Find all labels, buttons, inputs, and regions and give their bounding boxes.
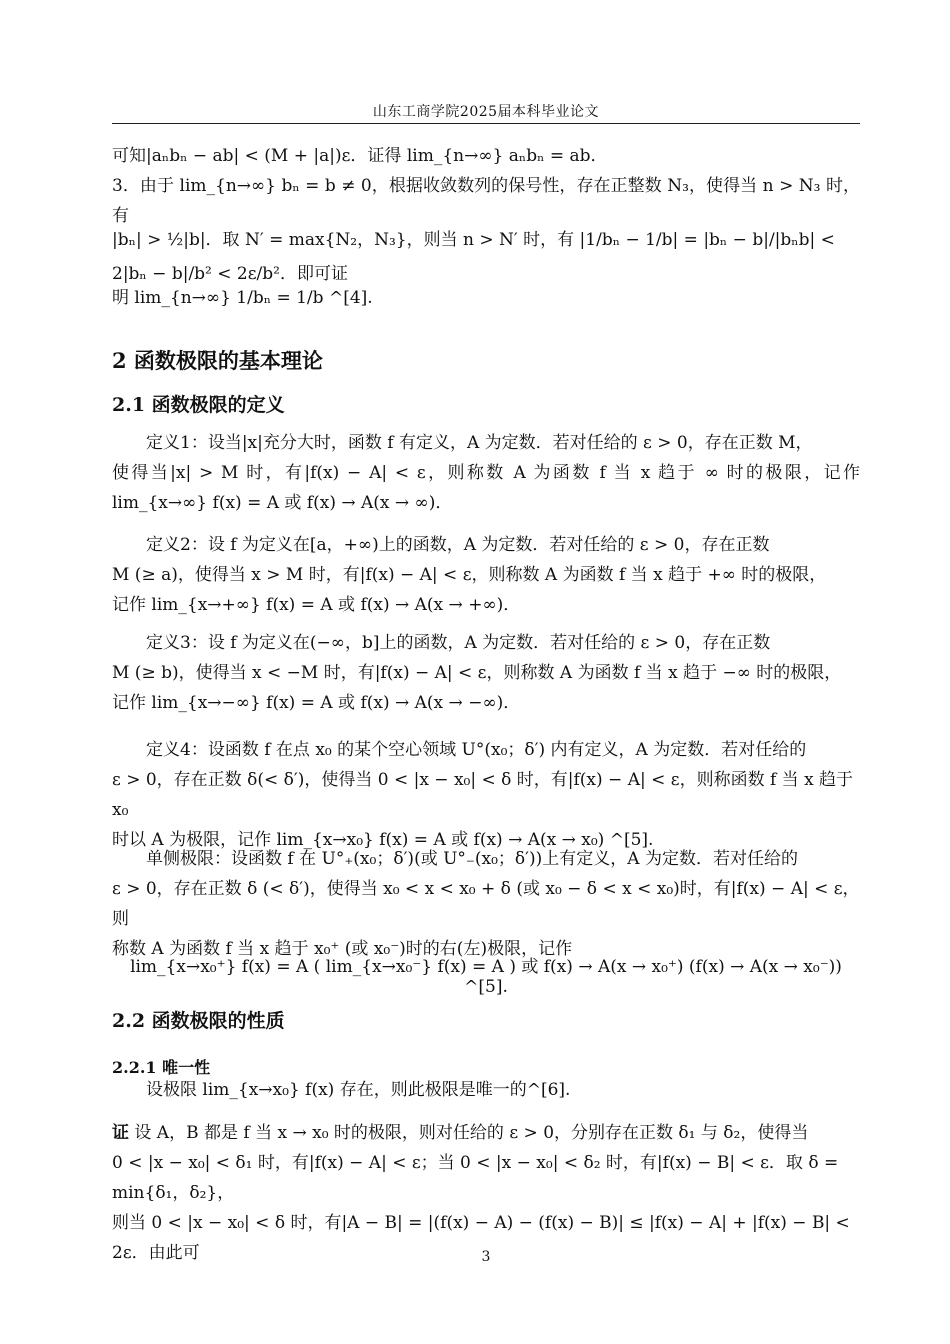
def4-line: 时以 A 为极限，记作 lim_{x→x₀} f(x) = A 或 f(x) → A(x → x₀) ^[5]. (112, 830, 654, 850)
def1-line: lim_{x→∞} f(x) = A 或 f(x) → A(x → ∞)． (112, 493, 453, 513)
intro-line-1: 可知|aₙbₙ − ab| < (M + |a|)ε．证得 lim_{n→∞} aₙbₙ = ab． (112, 146, 608, 166)
proof-line-3: 则当 0 < |x − x₀| < δ 时，有|A − B| = |(f(x) − A) − (f(x) − B)| ≤ |f(x) − A| + |f(x) − B| < 2ε．由此可 (112, 1213, 850, 1263)
section-2-2-1-heading: 2.2.1 唯一性 (112, 1058, 211, 1077)
intro-block (112, 141, 860, 231)
intro-line-4: 明 lim_{n→∞} 1/bₙ = 1/b ^[4]. (112, 288, 373, 308)
onesided-line: 称数 A 为函数 f 当 x 趋于 x₀⁺ (或 x₀⁻)时的右(左)极限，记作 (112, 939, 573, 959)
def4-line: ε > 0，存在正数 δ(< δ′)，使得当 0 < |x − x₀| < δ 时，有|f(x) − A| < ε，则称函数 f 当 x 趋于 x₀ (112, 770, 854, 820)
proof-line-1 (112, 1118, 860, 1148)
page-number: 3 (481, 1249, 491, 1265)
def2-line: M (≥ a)，使得当 x > M 时，有|f(x) − A| < ε，则称数 A 为函数 f 当 x 趋于 +∞ 时的极限， (112, 565, 827, 585)
proof-line-2: 0 < |x − x₀| < δ₁ 时，有|f(x) − A| < ε；当 0 < |x − x₀| < δ₂ 时，有|f(x) − B| < ε．取 δ = min{δ₁，δ₂}， (112, 1153, 839, 1203)
section-2-heading: 2 函数极限的基本理论 (112, 348, 323, 373)
def1-line: 定义1：设当|x|充分大时，函数 f 有定义，A 为定数．若对任给的 ε > 0，存在正数 M， (146, 433, 813, 453)
section-2-1-heading: 2.1 函数极限的定义 (112, 394, 285, 416)
one-sided-formula: lim_{x→x₀⁺} f(x) = A ( lim_{x→x₀⁻} f(x) = A ) 或 f(x) → A(x → x₀⁺) (f(x) → A(x → x₀⁻)) ^[5]. (130, 957, 842, 997)
def3-line: 记作 lim_{x→−∞} f(x) = A 或 f(x) → A(x → −∞)． (112, 693, 521, 713)
definition-1 (112, 428, 860, 518)
proof-label: 证 (112, 1123, 129, 1143)
definition-4 (112, 735, 860, 855)
onesided-line: 单侧极限：设函数 f 在 U°₊(x₀；δ′)(或 U°₋(x₀；δ′))上有定义，A 为定数．若对任给的 (146, 849, 798, 869)
one-sided-limit (112, 844, 860, 964)
def2-line: 定义2：设 f 为定义在[a，+∞)上的函数，A 为定数．若对任给的 ε > 0，存在正数 (146, 535, 770, 555)
def3-line: 定义3：设 f 为定义在(−∞，b]上的函数，A 为定数．若对任给的 ε > 0，存在正数 (146, 633, 771, 653)
intro-line-3: |bₙ| > ½|b|．取 N′ = max{N₂，N₃}，则当 n > N′ 时，有 |1/bₙ − 1/b| = |bₙ − b|/|bₙb| < 2|bₙ − b|/b² < 2ε/b²．即可证 (112, 230, 835, 284)
header-rule (112, 123, 860, 124)
definition-3 (112, 628, 860, 718)
definition-2 (112, 530, 860, 620)
proof-block (112, 1118, 860, 1268)
def2-line: 记作 lim_{x→+∞} f(x) = A 或 f(x) → A(x → +∞)． (112, 595, 521, 615)
uniqueness-text: 设极限 lim_{x→x₀} f(x) 存在，则此极限是唯一的^[6]. (146, 1080, 571, 1100)
section-2-2-heading: 2.2 函数极限的性质 (112, 1010, 285, 1032)
running-header: 山东工商学院2025届本科毕业论文 (372, 104, 600, 120)
intro-block-2 (112, 223, 860, 291)
intro-block-3 (112, 283, 860, 313)
def1-line: 使得当|x| > M 时，有|f(x) − A| < ε，则称数 A 为函数 f 当 x 趋于 ∞ 时的极限，记作 (112, 463, 860, 483)
proof-text: 设 A，B 都是 f 当 x → x₀ 时的极限，则对任给的 ε > 0，分别存在正数 δ₁ 与 δ₂，使得当 (134, 1123, 809, 1143)
def3-line: M (≥ b)，使得当 x < −M 时，有|f(x) − A| < ε，则称数 A 为函数 f 当 x 趋于 −∞ 时的极限， (112, 663, 842, 683)
uniqueness-statement (112, 1075, 860, 1105)
def4-line: 定义4：设函数 f 在点 x₀ 的某个空心领域 U°(x₀；δ′) 内有定义，A 为定数．若对任给的 (146, 740, 807, 760)
intro-line-2: 3．由于 lim_{n→∞} bₙ = b ≠ 0，根据收敛数列的保号性，存在正整数 N₃，使得当 n > N₃ 时，有 (112, 176, 860, 226)
onesided-line: ε > 0，存在正数 δ (< δ′)，使得当 x₀ < x < x₀ + δ (或 x₀ − δ < x < x₀)时，有|f(x) − A| < ε，则 (112, 879, 860, 929)
